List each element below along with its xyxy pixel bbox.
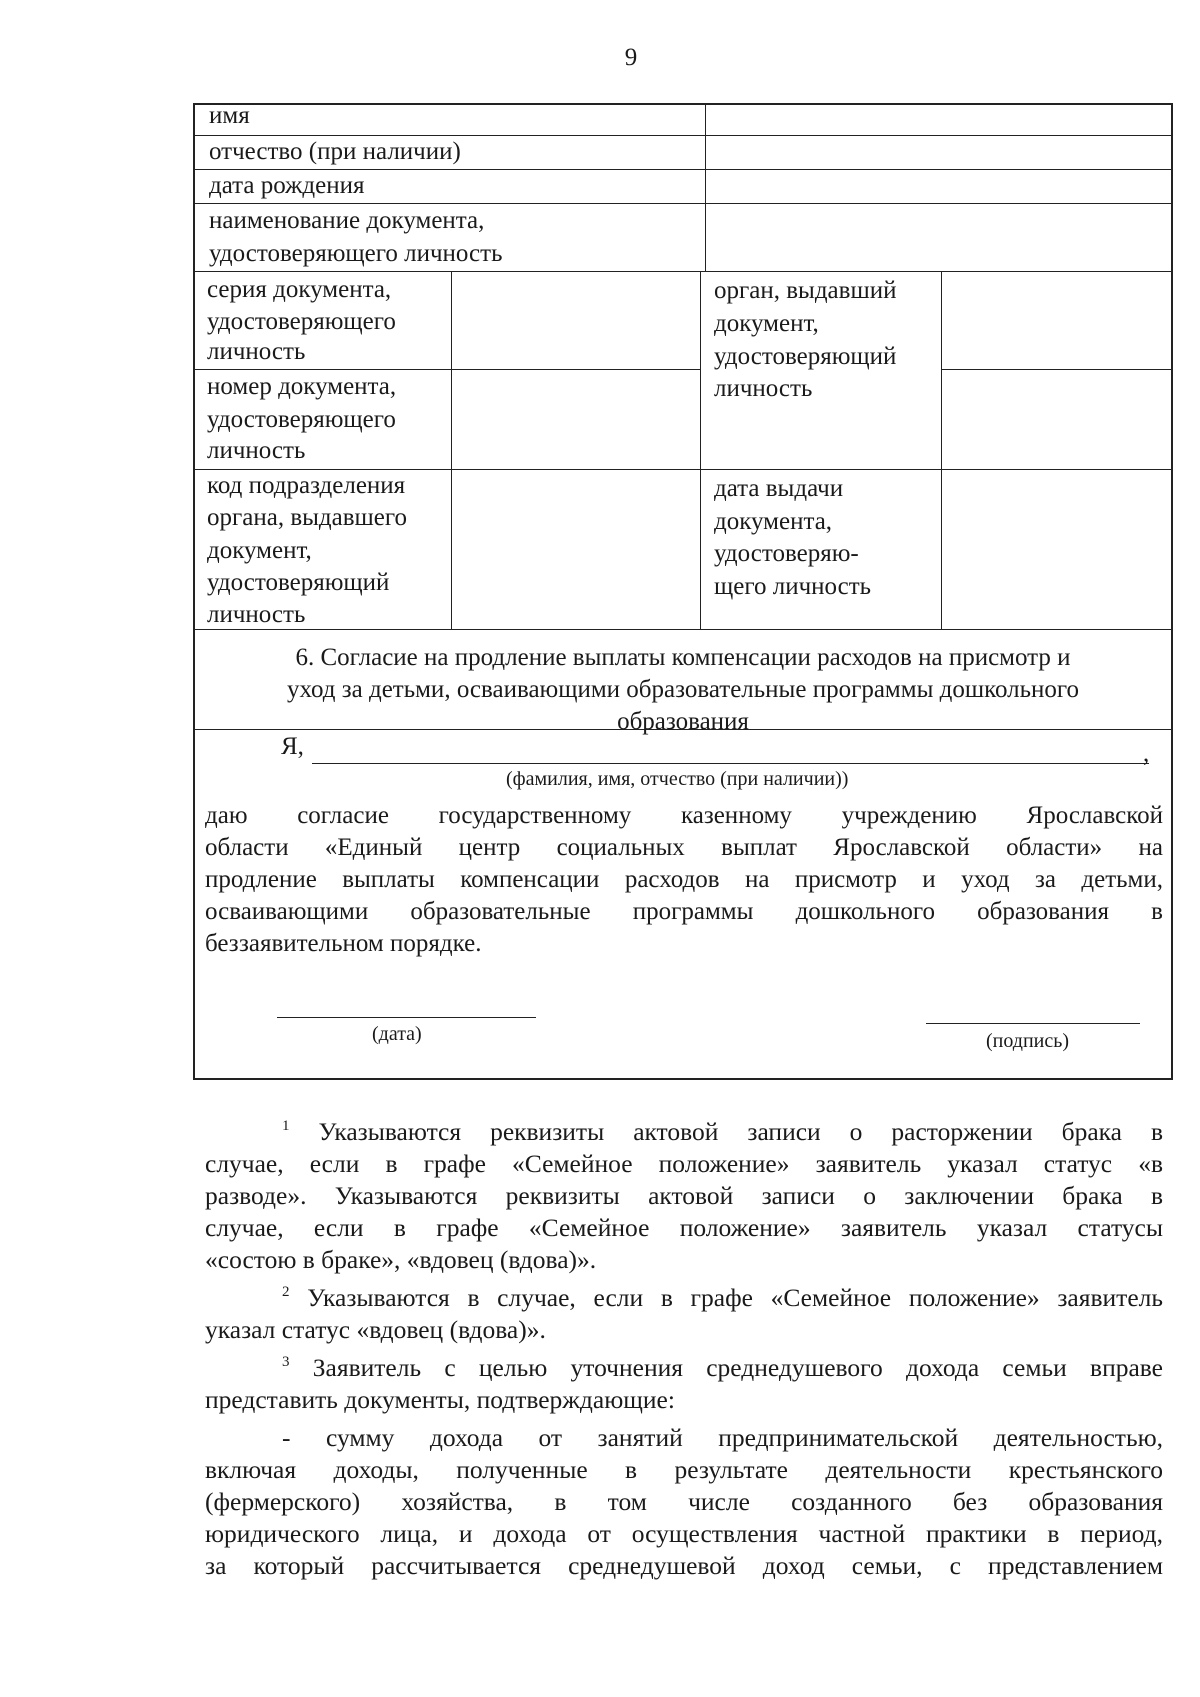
footnote-text: случае, если в графе «Семейное положение» заявитель указал статус «в [205, 1149, 1163, 1178]
footnote-text: случае, если в графе «Семейное положение» заявитель указал статусы [205, 1213, 1163, 1242]
label-issue-date: дата выдачи [714, 475, 844, 502]
date-caption: (дата) [372, 1023, 422, 1045]
fio-trailing-comma: , [1143, 740, 1150, 767]
section-title-line: уход за детьми, осваивающими образовательные программы дошкольного [286, 676, 1080, 703]
column-divider [451, 271, 452, 629]
footnote-3 [205, 1352, 1163, 1384]
label-issuing-authority: орган, выдавший [714, 277, 897, 304]
row-divider [193, 629, 1173, 630]
row-divider [193, 271, 1173, 272]
consent-line: даю согласие государственному казенному учреждению Ярославской [205, 802, 1163, 829]
label-doc-name: наименование документа, [209, 207, 485, 234]
footnote-mark: 3 [282, 1354, 290, 1370]
ya-label: Я, [281, 733, 304, 760]
label-issue-date: щего личность [714, 573, 872, 600]
label-issue-date: документа, [714, 508, 833, 535]
footnote-text: Указываются в случае, если в графе «Семейное положение» заявитель [307, 1283, 1163, 1312]
label-issue-date: удостоверяю- [714, 540, 859, 567]
label-doc-number: номер документа, [207, 373, 397, 400]
footnote-text: представить документы, подтверждающие: [205, 1385, 675, 1414]
section-title [195, 642, 1171, 738]
label-issuing-authority: удостоверяющий [714, 343, 897, 370]
footnote-1 [205, 1116, 1163, 1148]
fio-input-line[interactable] [312, 763, 1149, 764]
label-doc-name: удостоверяющего личность [209, 240, 503, 267]
label-doc-number: удостоверяющего [207, 406, 396, 433]
label-doc-series: личность [207, 338, 306, 365]
footnote-text: включая доходы, полученные в результате деятельности крестьянского [205, 1455, 1163, 1484]
label-doc-series: серия документа, [207, 276, 392, 303]
date-input-line[interactable] [277, 1017, 536, 1018]
column-divider [700, 271, 701, 629]
label-division-code: удостоверяющий [207, 569, 390, 596]
label-division-code: органа, выдавшего [207, 504, 408, 531]
label-issuing-authority: личность [714, 375, 813, 402]
label-doc-series: удостоверяющего [207, 308, 396, 335]
footnote-text: (фермерского) хозяйства, в том числе созданного без образования [205, 1487, 1163, 1516]
label-division-code: личность [207, 601, 306, 628]
footnote-2 [205, 1282, 1163, 1314]
signature-input-line[interactable] [926, 1023, 1140, 1024]
label-birth-date: дата рождения [209, 172, 365, 199]
label-issuing-authority: документ, [714, 310, 819, 337]
consent-text [205, 800, 1163, 960]
column-divider [705, 103, 706, 271]
consent-line: продление выплаты компенсации расходов на присмотр и уход за детьми, [205, 866, 1163, 893]
footnote-mark: 2 [282, 1284, 290, 1300]
consent-line: беззаявительном порядке. [205, 930, 482, 957]
signature-caption: (подпись) [986, 1030, 1070, 1052]
footnote-text: «состою в браке», «вдовец (вдова)». [205, 1245, 597, 1274]
section-title-line: 6. Согласие на продление выплаты компенсации расходов на присмотр и [295, 644, 1071, 671]
footnote-text: Указываются реквизиты актовой записи о расторжении брака в [318, 1117, 1164, 1146]
fio-caption: (фамилия, имя, отчество (при наличии)) [506, 768, 849, 790]
label-patronymic: отчество (при наличии) [209, 138, 461, 165]
consent-line: осваивающими образовательные программы дошкольного образования в [205, 898, 1163, 925]
row-divider [193, 203, 1173, 204]
page-number: 9 [624, 44, 638, 71]
consent-line: области «Единый центр социальных выплат Ярославской области» на [205, 834, 1163, 861]
footnote-text: за который рассчитывается среднедушевой доход семьи, с представлением [205, 1551, 1163, 1580]
footnote-text: указал статус «вдовец (вдова)». [205, 1315, 546, 1344]
label-doc-number: личность [207, 437, 306, 464]
footnote-text: юридического лица, и дохода от осуществления частной практики в период, [205, 1519, 1163, 1548]
footnotes [205, 1116, 1163, 1582]
label-division-code: код подразделения [207, 472, 406, 499]
footnote-text: разводе». Указываются реквизиты актовой записи о заключении брака в [205, 1181, 1163, 1210]
footnote-mark: 1 [282, 1118, 290, 1134]
row-divider [193, 369, 701, 370]
column-divider [941, 271, 942, 629]
label-first-name: имя [209, 102, 250, 129]
label-division-code: документ, [207, 537, 312, 564]
section-title-line: образования [617, 708, 749, 735]
footnote-text: Заявитель с целью уточнения среднедушевого дохода семьи вправе [312, 1353, 1163, 1382]
row-divider [941, 369, 1173, 370]
footnote-list-item: - сумму дохода от занятий предпринимательской деятельностью, [282, 1423, 1163, 1452]
